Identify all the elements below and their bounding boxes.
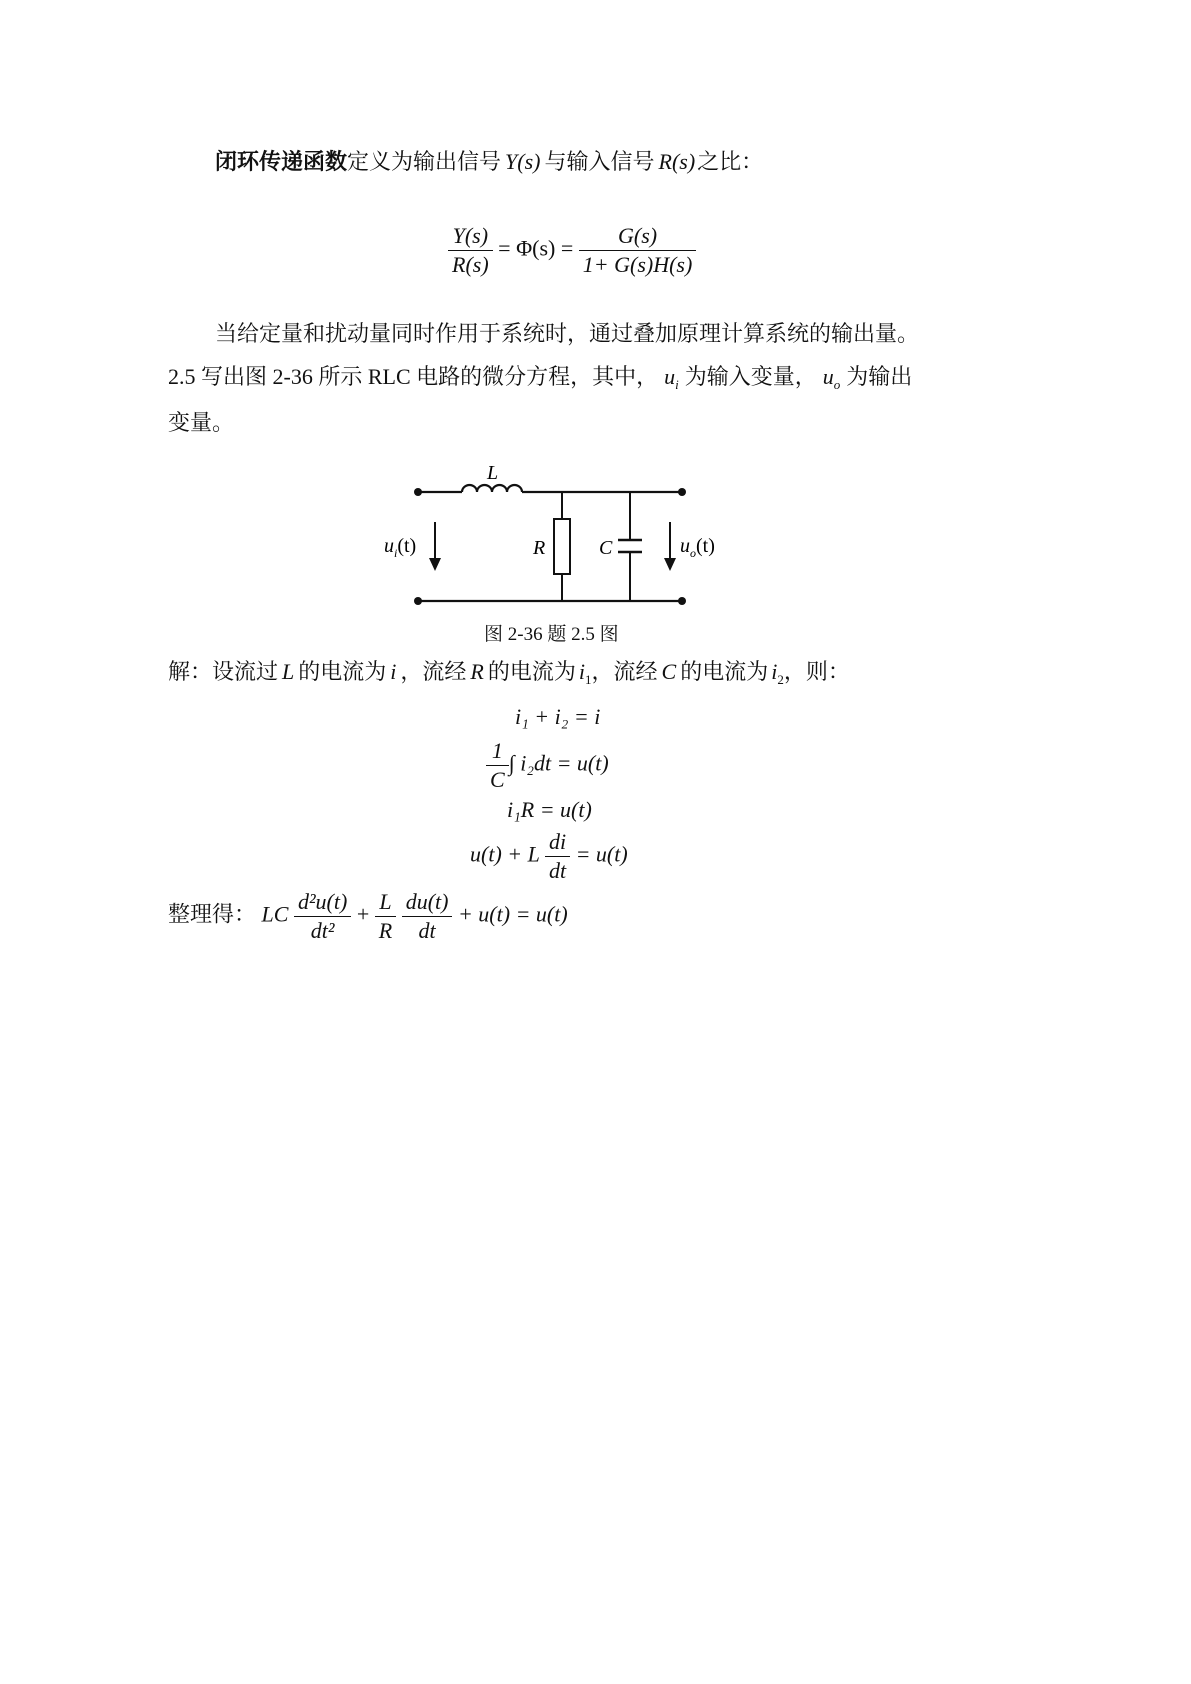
eq2-num: 1: [486, 737, 509, 766]
r-of-s: R(s): [658, 149, 696, 174]
solution-t3: 的电流为: [487, 659, 576, 684]
solution-t1: 的电流为: [298, 659, 387, 684]
result-tail: + u(t) = u(t): [457, 901, 568, 927]
ui-sub: i: [675, 377, 679, 392]
bold-term: 闭环传递函数: [215, 149, 348, 174]
input-terminal-top: [414, 488, 422, 496]
eq1-lhs-fraction: [448, 222, 493, 279]
equation-resistor: i₁R = u(t): [507, 797, 592, 822]
inductor-label: L: [487, 462, 499, 484]
problem-text-b: 为输入变量，: [684, 364, 817, 389]
result-f1-num: d²u(t): [294, 888, 351, 917]
solution-t4: ，流经: [591, 659, 658, 684]
eq1-rhs-fraction: [579, 222, 697, 279]
result-plus: +: [356, 901, 370, 927]
equation-current-sum: i₁ + i₂ = i: [515, 704, 601, 729]
eq1-mid: = Φ(s) =: [498, 235, 574, 261]
symbol-i1-sub: 1: [585, 672, 592, 687]
result-f2-num: L: [375, 888, 396, 917]
capacitor-label: C: [599, 537, 613, 559]
text-b: 与输入信号: [544, 149, 655, 174]
output-terminal-top: [678, 488, 686, 496]
result-f3-den: dt: [418, 918, 436, 943]
output-arrow-icon: [664, 558, 676, 571]
problem-text-c: 为输出: [846, 364, 913, 389]
equation-capacitor: [486, 737, 609, 794]
text-a: 定义为输出信号: [347, 149, 502, 174]
solution-t5: 的电流为: [680, 659, 769, 684]
problem-line-2: 变量。: [168, 410, 235, 435]
symbol-i2: i: [771, 659, 778, 684]
symbol-i1: i: [578, 659, 586, 684]
input-voltage-label: $u_i(t)$: [384, 535, 417, 560]
closed-loop-definition: [215, 148, 763, 176]
symbol-L: L: [282, 659, 295, 684]
inductor-symbol: [462, 485, 522, 492]
symbol-R: R: [470, 659, 484, 684]
eq2-den: C: [490, 767, 505, 792]
symbol-i: i: [390, 659, 397, 684]
eq4-den: dt: [548, 858, 567, 883]
rlc-circuit-diagram: [0, 450, 1191, 630]
problem-line-1: [168, 363, 912, 399]
result-f1-den: dt²: [310, 918, 335, 943]
final-differential-equation: [168, 888, 568, 945]
eq4-left: u(t) + L: [470, 841, 540, 867]
resistor-label: R: [533, 537, 546, 559]
result-frac1: [294, 888, 351, 945]
uo-sub: o: [833, 377, 841, 392]
input-arrow-icon: [429, 558, 441, 571]
eq4-num: di: [545, 828, 570, 857]
result-f3-num: du(t): [402, 888, 453, 917]
solution-statement: [168, 658, 850, 694]
result-prefix: 整理得：: [168, 901, 257, 927]
result-lc: LC: [261, 901, 289, 927]
output-voltage-label: $u_o(t)$: [680, 535, 715, 560]
eq2-fraction: [486, 737, 509, 794]
resistor-symbol: [554, 519, 570, 574]
equation-inductor: [470, 828, 628, 885]
eq1-lhs-num: Y(s): [448, 222, 493, 251]
text-c: 之比：: [697, 149, 764, 174]
ui-symbol: u: [664, 364, 676, 389]
solution-t6: ，则：: [783, 659, 850, 684]
result-frac2: [375, 888, 396, 945]
eq4-fraction: [545, 828, 570, 885]
output-terminal-bottom: [678, 597, 686, 605]
result-f2-den: R: [378, 918, 393, 943]
eq1-lhs-den: R(s): [452, 252, 489, 277]
eq1-rhs-den: 1+ G(s)H(s): [582, 252, 693, 277]
closed-loop-equation: [448, 222, 696, 279]
result-frac3: [402, 888, 453, 945]
symbol-i2-sub: 2: [777, 672, 784, 687]
y-of-s: Y(s): [505, 149, 541, 174]
symbol-C: C: [661, 659, 677, 684]
figure-caption: 图 2-36 题 2.5 图: [484, 624, 619, 645]
eq1-rhs-num: G(s): [579, 222, 697, 251]
solution-t2: ，流经: [400, 659, 467, 684]
input-terminal-bottom: [414, 597, 422, 605]
superposition-text: 当给定量和扰动量同时作用于系统时，通过叠加原理计算系统的输出量。: [215, 321, 920, 346]
eq2-rest: ∫ i₂dt = u(t): [508, 750, 609, 776]
solution-prefix: 解：设流过: [168, 659, 279, 684]
uo-symbol: u: [822, 364, 834, 389]
problem-text-a: 2.5 写出图 2-36 所示 RLC 电路的微分方程，其中，: [168, 364, 659, 389]
eq4-right: = u(t): [575, 841, 628, 867]
